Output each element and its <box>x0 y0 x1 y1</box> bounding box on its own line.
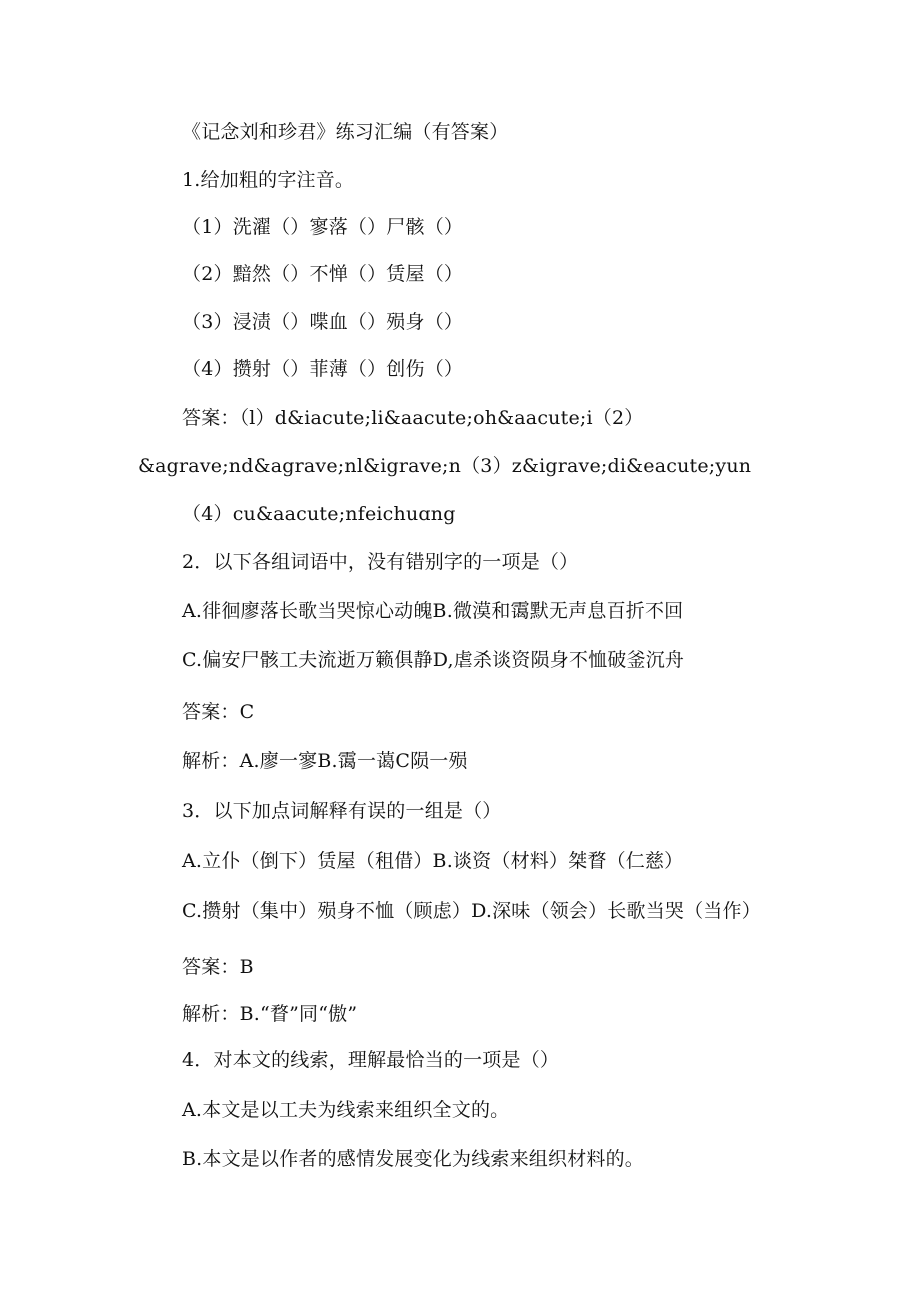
question-1-item-1: （1）洗濯（）寥落（）尸骸（） <box>182 216 464 238</box>
question-1-answer-line-1: 答案：（l）d&iacute;li&aacute;oh&aacute;i（2） <box>182 407 644 429</box>
question-3-options-ab: A.立仆（倒下）赁屋（租借）B.谈资（材料）桀瞀（仁慈） <box>182 850 684 872</box>
question-2-options-ab: A.徘徊廖落长歌当哭惊心动魄B.微漠和霭默无声息百折不回 <box>182 600 684 622</box>
question-2-options-cd: C.偏安尸骸工夫流逝万籁俱静D,虐杀谈资陨身不恤破釜沉舟 <box>182 649 685 671</box>
question-1-stem: 1.给加粗的字注音。 <box>182 169 355 191</box>
question-4-option-a: A.本文是以工夫为线索来组织全文的。 <box>182 1099 510 1121</box>
question-2-stem: 2．以下各组词语中，没有错别字的一项是（） <box>182 551 579 573</box>
question-1-answer-line-2: &agrave;nd&agrave;nl&igrave;n（3）z&igrave;di&eacute;yun <box>138 455 752 477</box>
question-4-option-b: B.本文是以作者的感情发展变化为线索来组织材料的。 <box>182 1148 645 1170</box>
question-3-answer: 答案：B <box>182 956 254 978</box>
question-2-answer: 答案：C <box>182 701 255 723</box>
question-4-stem: 4．对本文的线索，理解最恰当的一项是（） <box>182 1049 560 1071</box>
document-title: 《记念刘和珍君》练习汇编（有答案） <box>182 121 509 143</box>
question-2-explanation: 解析：A.廖一寥B.霭一蔼C陨一殒 <box>182 750 468 772</box>
question-3-stem: 3．以下加点词解释有误的一组是（） <box>182 800 502 822</box>
question-3-explanation: 解析：B.“瞀”同“傲” <box>182 1003 358 1025</box>
question-1-item-2: （2）黯然（）不惮（）赁屋（） <box>182 263 464 285</box>
question-1-answer-line-3: （4）cu&aacute;nfeichuɑng <box>182 503 456 525</box>
question-1-item-4: （4）攒射（）菲薄（）创伤（） <box>182 358 464 380</box>
question-1-item-3: （3）浸渍（）喋血（）殒身（） <box>182 311 464 333</box>
question-3-options-cd: C.攒射（集中）殒身不恤（顾虑）D.深味（领会）长歌当哭（当作） <box>182 900 761 922</box>
